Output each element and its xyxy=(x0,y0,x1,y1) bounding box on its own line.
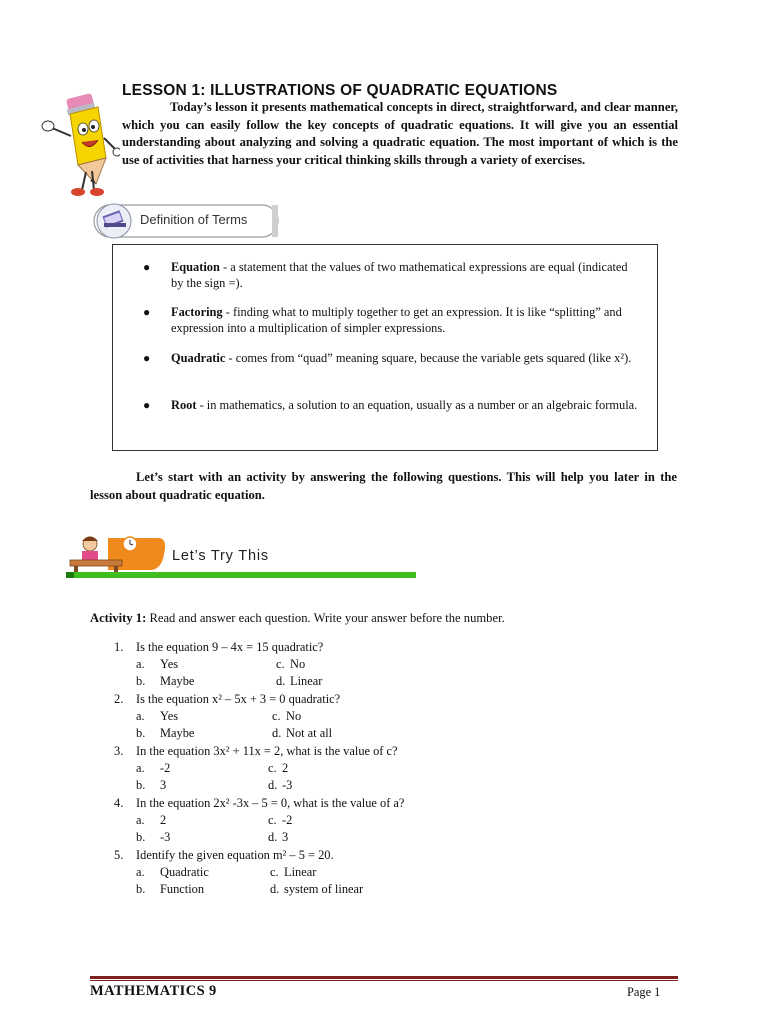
option-a: a. -2 xyxy=(136,761,171,775)
question-1 xyxy=(114,640,323,655)
footer-subject: MATHEMATICS 9 xyxy=(90,983,217,999)
question-number: 5. xyxy=(114,848,124,862)
activity-label: Activity 1: xyxy=(90,611,147,625)
option-d: d. 3 xyxy=(268,830,289,844)
term-definition: - a statement that the values of two mathematical expressions are equal (indicated by the sign =). xyxy=(171,260,628,291)
question-number: 4. xyxy=(114,796,124,810)
option-b: b. Maybe xyxy=(136,674,195,688)
option-c: c. No xyxy=(272,709,302,723)
question-text: Identify the given equation m² – 5 = 20. xyxy=(136,848,334,862)
term-name: Equation xyxy=(171,260,220,274)
term-definition: - in mathematics, a solution to an equation, usually as a number or an algebraic formula. xyxy=(196,398,638,412)
term-quadratic xyxy=(143,350,641,366)
question-5 xyxy=(114,848,334,863)
option-c: c. Linear xyxy=(270,865,317,879)
option-d: d. system of linear xyxy=(270,882,364,896)
term-name: Root xyxy=(171,398,197,412)
footer-rule xyxy=(90,976,678,979)
question-2 xyxy=(114,692,340,707)
lesson-intro: Today’s lesson it presents mathematical concepts in direct, straightforward, and clear manner, which you can easily follow the key concepts of quadratic equations. It will give you an essential understanding about analyzing and solving a quadratic equation. The most important of which is the use of activities that harness your critical thinking skills through a variety of exercises. xyxy=(122,100,678,167)
option-d: d. Not at all xyxy=(272,726,333,740)
lesson-title: LESSON 1: ILLUSTRATIONS OF QUADRATIC EQUATIONS xyxy=(122,82,558,99)
bullet-icon: ● xyxy=(143,260,151,274)
option-b: b. -3 xyxy=(136,830,171,844)
option-d: d. Linear xyxy=(276,674,323,688)
question-number: 3. xyxy=(114,744,124,758)
question-number: 2. xyxy=(114,692,124,706)
activity-intro: Let’s start with an activity by answering the following questions. This will help you later in the lesson about quadratic equation. xyxy=(90,470,677,502)
question-text: Is the equation x² – 5x + 3 = 0 quadratic? xyxy=(136,692,341,706)
bullet-icon: ● xyxy=(143,351,151,365)
question-text: Is the equation 9 – 4x = 15 quadratic? xyxy=(136,640,324,654)
question-3 xyxy=(114,744,398,759)
term-name: Factoring xyxy=(171,305,223,319)
page-number: Page 1 xyxy=(627,985,661,999)
option-c: c. -2 xyxy=(268,813,293,827)
term-factoring xyxy=(143,304,641,337)
footer-rule-thin xyxy=(90,980,678,981)
option-b: b. 3 xyxy=(136,778,167,792)
question-text: In the equation 3x² + 11x = 2, what is the value of c? xyxy=(136,744,398,758)
option-c: c. 2 xyxy=(268,761,289,775)
option-a: a. 2 xyxy=(136,813,167,827)
try-banner-label: Let’s Try This xyxy=(172,548,269,564)
term-name: Quadratic xyxy=(171,351,226,365)
option-b: b. Function xyxy=(136,882,205,896)
definitions-box xyxy=(112,244,658,451)
question-text: In the equation 2x² -3x – 5 = 0, what is the value of a? xyxy=(136,796,405,810)
term-root xyxy=(143,397,641,413)
option-a: a. Yes xyxy=(136,709,179,723)
question-number: 1. xyxy=(114,640,124,654)
option-d: d. -3 xyxy=(268,778,293,792)
term-definition: - finding what to multiply together to get an expression. It is like “splitting” and expression into a multiplication of simpler expressions. xyxy=(171,305,622,336)
option-a: a. Quadratic xyxy=(136,865,209,879)
option-a: a. Yes xyxy=(136,657,179,671)
activity-instruction-text: Read and answer each question. Write your answer before the number. xyxy=(146,611,505,625)
activity-instruction xyxy=(90,611,505,626)
option-c: c. No xyxy=(276,657,306,671)
definition-banner-label: Definition of Terms xyxy=(140,212,248,227)
bullet-icon: ● xyxy=(143,305,151,319)
pencil-mascot-icon xyxy=(34,92,120,204)
term-equation xyxy=(143,259,641,292)
option-b: b. Maybe xyxy=(136,726,195,740)
term-definition: - comes from “quad” meaning square, because the variable gets squared (like x²). xyxy=(225,351,632,365)
question-4 xyxy=(114,796,404,811)
bullet-icon: ● xyxy=(143,398,151,412)
